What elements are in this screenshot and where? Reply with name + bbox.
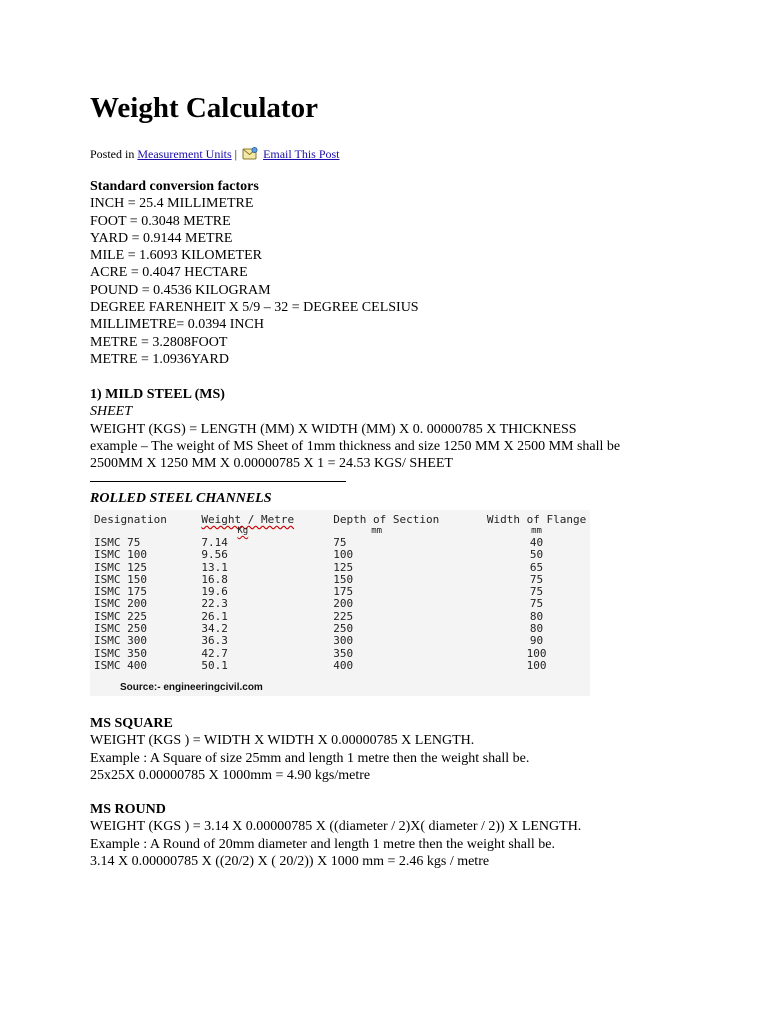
cell-depth: 175 <box>333 585 354 599</box>
cell-flange: 65 <box>529 560 544 574</box>
cell-weight: 9.56 <box>201 548 228 562</box>
cell-flange: 40 <box>529 536 544 549</box>
table-row <box>94 598 590 610</box>
cell-depth: 300 <box>333 634 354 648</box>
ms-square-heading: MS SQUARE <box>90 716 173 731</box>
conversion-line: METRE = 1.0936YARD <box>90 351 229 367</box>
cell-depth: 100 <box>333 548 354 562</box>
cell-designation: ISMC 350 <box>94 646 147 660</box>
cell-depth: 400 <box>333 658 354 672</box>
cell-weight: 7.14 <box>201 536 228 549</box>
table-row <box>94 635 590 647</box>
cell-flange: 90 <box>529 634 544 648</box>
cell-designation: ISMC 75 <box>94 536 141 549</box>
ms-round-section <box>90 801 581 870</box>
sheet-subheading: SHEET <box>90 404 132 420</box>
conversion-line: MILLIMETRE= 0.0394 INCH <box>90 317 264 333</box>
cell-flange: 75 <box>529 572 544 586</box>
ms-square-line: 25x25X 0.00000785 X 1000mm = 4.90 kgs/metre <box>90 767 371 783</box>
cell-designation: ISMC 400 <box>94 658 147 672</box>
mild-steel-heading: 1) MILD STEEL (MS) <box>90 387 225 402</box>
email-icon[interactable] <box>242 147 258 164</box>
cell-weight: 50.1 <box>201 658 228 672</box>
sheet-example: example – The weight of MS Sheet of 1mm thickness and size 1250 MM X 2500 MM shall be <box>90 438 621 454</box>
cell-weight: 19.6 <box>201 585 228 599</box>
cell-weight: 13.1 <box>201 560 228 574</box>
header-depth: Depth of Section <box>333 513 440 526</box>
cell-depth: 150 <box>333 572 354 586</box>
email-post-link[interactable]: Email This Post <box>263 147 340 161</box>
cell-flange: 100 <box>526 646 547 660</box>
cell-designation: ISMC 300 <box>94 634 147 648</box>
channels-table-image <box>90 510 590 696</box>
cell-designation: ISMC 200 <box>94 597 147 611</box>
sheet-example-result: 2500MM X 1250 MM X 0.00000785 X 1 = 24.53 KGS/ SHEET <box>90 456 453 472</box>
cell-depth: 250 <box>333 622 354 636</box>
header-designation: Designation <box>94 513 167 526</box>
header-flange: Width of Flange <box>486 513 587 526</box>
conversion-line: INCH = 25.4 MILLIMETRE <box>90 196 254 212</box>
cell-depth: 350 <box>333 646 354 660</box>
posted-in-label: Posted in <box>90 147 135 161</box>
section-divider <box>90 481 346 482</box>
conversion-line: MILE = 1.6093 KILOMETER <box>90 248 262 264</box>
ms-round-line: WEIGHT (KGS ) = 3.14 X 0.00000785 X ((diameter / 2)X( diameter / 2)) X LENGTH. <box>90 819 582 835</box>
cell-designation: ISMC 225 <box>94 609 147 623</box>
cell-depth: 75 <box>333 536 347 549</box>
channels-heading: ROLLED STEEL CHANNELS <box>90 491 272 506</box>
table-row <box>94 549 590 561</box>
cell-flange: 80 <box>529 609 544 623</box>
cell-designation: ISMC 125 <box>94 560 147 574</box>
header-weight: Weight / Metre <box>201 513 295 526</box>
cell-weight: 36.3 <box>201 634 228 648</box>
sheet-formula: WEIGHT (KGS) = LENGTH (MM) X WIDTH (MM) X 0. 00000785 X THICKNESS <box>90 421 577 437</box>
ms-round-line: 3.14 X 0.00000785 X ((20/2) X ( 20/2)) X 1000 mm = 2.46 kgs / metre <box>90 853 490 869</box>
ms-square-section <box>90 715 529 784</box>
ms-square-line: WEIGHT (KGS ) = WIDTH X WIDTH X 0.00000785 X LENGTH. <box>90 733 475 749</box>
meta-separator: | <box>234 147 238 161</box>
conversion-section <box>90 178 419 368</box>
cell-designation: ISMC 250 <box>94 622 147 636</box>
cell-flange: 75 <box>529 597 544 611</box>
table-row <box>94 660 590 672</box>
cell-depth: 200 <box>333 597 354 611</box>
cell-designation: ISMC 175 <box>94 585 147 599</box>
cell-weight: 16.8 <box>201 572 228 586</box>
cell-designation: ISMC 150 <box>94 572 147 586</box>
ms-square-line: Example : A Square of size 25mm and length 1 metre then the weight shall be. <box>90 750 530 766</box>
unit-depth: mm <box>371 526 383 536</box>
cell-flange: 100 <box>526 658 547 672</box>
ms-round-heading: MS ROUND <box>90 802 166 817</box>
cell-weight: 22.3 <box>201 597 228 611</box>
channels-table <box>94 514 590 672</box>
cell-flange: 80 <box>529 622 544 636</box>
cell-flange: 50 <box>529 548 544 562</box>
cell-weight: 42.7 <box>201 646 228 660</box>
conversion-heading: Standard conversion factors <box>90 179 259 194</box>
conversion-line: ACRE = 0.4047 HECTARE <box>90 265 248 281</box>
cell-flange: 75 <box>529 585 544 599</box>
category-link[interactable]: Measurement Units <box>137 147 232 161</box>
table-header-row <box>94 514 590 525</box>
cell-weight: 26.1 <box>201 609 228 623</box>
conversion-line: YARD = 0.9144 METRE <box>90 230 233 246</box>
conversion-line: DEGREE FARENHEIT X 5/9 – 32 = DEGREE CELSIUS <box>90 300 419 316</box>
cell-depth: 125 <box>333 560 354 574</box>
cell-weight: 34.2 <box>201 622 228 636</box>
conversion-line: POUND = 0.4536 KILOGRAM <box>90 282 271 298</box>
unit-flange: mm <box>531 526 542 536</box>
conversion-line: FOOT = 0.3048 METRE <box>90 213 231 229</box>
mild-steel-section <box>90 386 620 472</box>
cell-depth: 225 <box>333 609 354 623</box>
page-title: Weight Calculator <box>90 92 318 124</box>
unit-weight: Kg <box>237 526 249 536</box>
cell-designation: ISMC 100 <box>94 548 147 562</box>
conversion-line: METRE = 3.2808FOOT <box>90 334 228 350</box>
ms-round-line: Example : A Round of 20mm diameter and length 1 metre then the weight shall be. <box>90 836 556 852</box>
post-meta <box>90 146 340 164</box>
table-source-caption: Source:- engineeringcivil.com <box>120 682 263 693</box>
